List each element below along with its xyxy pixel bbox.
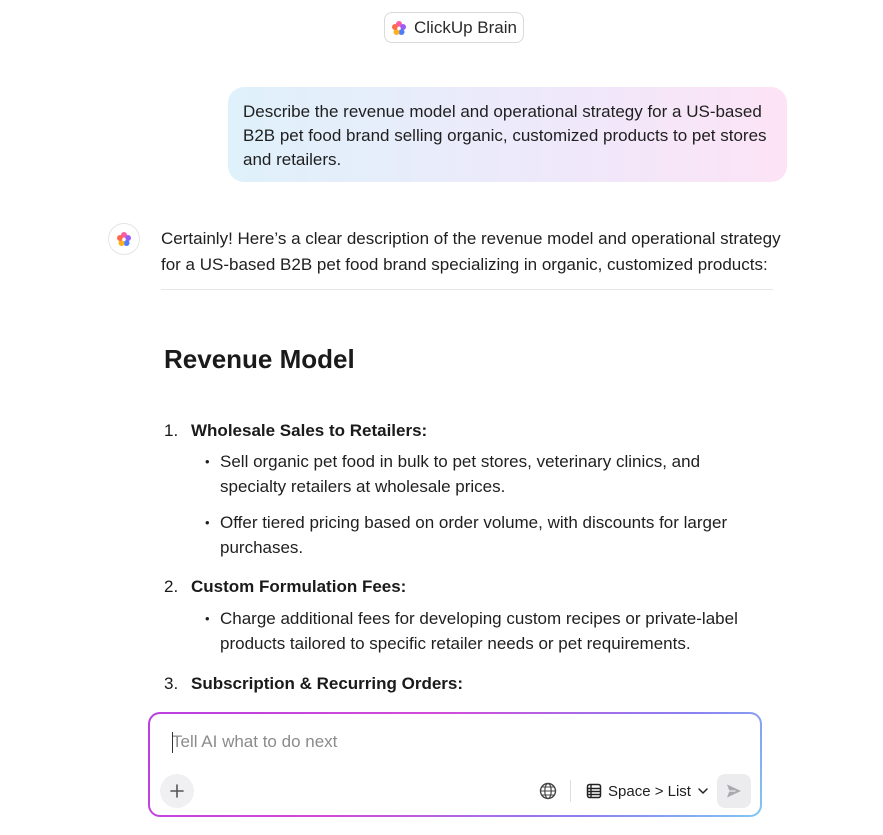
bullet-icon: • bbox=[205, 454, 210, 469]
bullet-text: Offer tiered pricing based on order volume, with discounts for larger purchases. bbox=[220, 513, 728, 557]
divider bbox=[570, 780, 571, 802]
divider bbox=[161, 289, 773, 290]
chevron-down-icon bbox=[697, 785, 709, 797]
list-item-title: Subscription & Recurring Orders: bbox=[191, 674, 464, 693]
list-item-title: Wholesale Sales to Retailers: bbox=[191, 421, 428, 440]
send-icon bbox=[725, 782, 743, 800]
globe-icon[interactable] bbox=[538, 781, 558, 801]
user-message-text: Describe the revenue model and operational strategy for a US-based B2B pet food brand selling organic, customized products to pet stores and retailers. bbox=[243, 102, 767, 169]
list-item-number: 3. bbox=[164, 674, 179, 693]
bullet-icon: • bbox=[205, 515, 210, 530]
plus-icon bbox=[169, 783, 185, 799]
ai-response-intro: Certainly! Here’s a clear description of the revenue model and operational strategy for a US-based B2B pet food brand specializing in organic, customized products: bbox=[161, 229, 781, 274]
bullet-icon: • bbox=[205, 611, 210, 626]
bullet-text: Sell organic pet food in bulk to pet stores, veterinary clinics, and specialty retailers at wholesale prices. bbox=[220, 452, 701, 496]
list-item-title: Custom Formulation Fees: bbox=[191, 577, 407, 596]
location-selector[interactable] bbox=[586, 779, 709, 803]
clickup-brain-icon bbox=[391, 20, 407, 36]
add-attachment-button[interactable] bbox=[160, 774, 194, 808]
send-button[interactable] bbox=[717, 774, 751, 808]
app-title-pill[interactable] bbox=[384, 12, 524, 43]
section-heading: Revenue Model bbox=[164, 344, 355, 374]
list-item-number: 1. bbox=[164, 421, 179, 440]
user-message-bubble bbox=[228, 87, 787, 182]
ai-avatar bbox=[108, 223, 140, 255]
clickup-brain-icon bbox=[116, 231, 132, 247]
list-item-number: 2. bbox=[164, 577, 179, 596]
prompt-input[interactable] bbox=[172, 732, 732, 752]
list-icon bbox=[586, 783, 602, 799]
prompt-composer bbox=[148, 712, 762, 817]
text-caret bbox=[172, 732, 173, 753]
location-label: Space > List bbox=[608, 782, 691, 800]
app-title: ClickUp Brain bbox=[414, 17, 517, 37]
bullet-text: Charge additional fees for developing custom recipes or private-label products tailored to specific retailer needs or pet requirements. bbox=[220, 609, 738, 653]
